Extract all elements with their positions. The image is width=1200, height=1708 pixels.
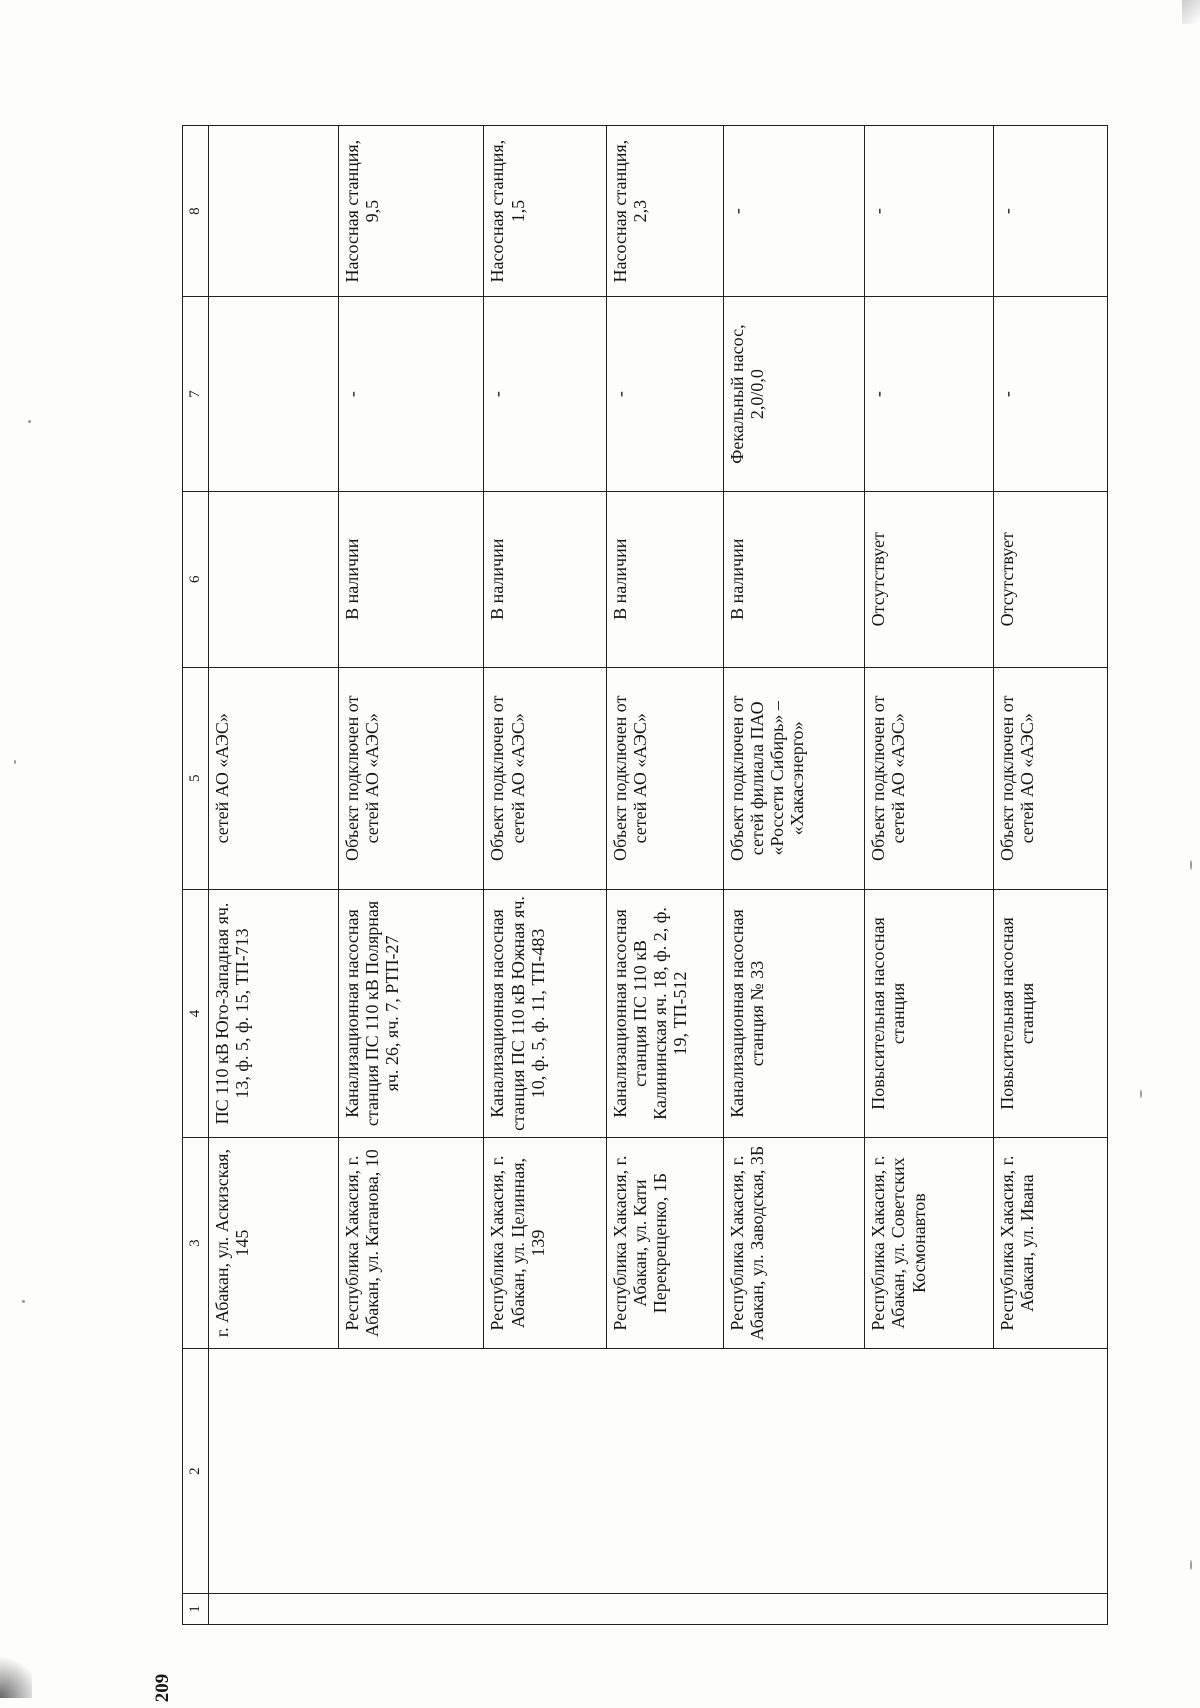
cell-object: Повысительная насосная станция xyxy=(993,889,1107,1137)
cell-connection: сетей АО «АЭС» xyxy=(209,667,339,889)
cell-station: - xyxy=(865,126,994,297)
col-header-7: 7 xyxy=(183,297,209,492)
col-header-8: 8 xyxy=(183,126,209,297)
scan-speck xyxy=(1190,1560,1192,1570)
col-header-1: 1 xyxy=(183,1593,209,1624)
table-row xyxy=(209,126,339,1625)
cell-availability: Отсутствует xyxy=(865,491,994,667)
cell-address: Республика Хакасия, г. Абакан, ул. Ивана xyxy=(993,1137,1107,1348)
cell-station: Насосная станция, 1,5 xyxy=(484,126,606,297)
cell-connection: Объект подключен от сетей филиала ПАО «Россети Сибирь» – «Хакасэнерго» xyxy=(723,667,864,889)
cell-connection: Объект подключен от сетей АО «АЭС» xyxy=(606,667,723,889)
page-number-container xyxy=(58,838,173,1703)
cell-object: Канализационная насосная станция ПС 110 кВ Южная яч. 10, ф. 5, ф. 11, ТП-483 xyxy=(484,889,606,1137)
cell-connection: Объект подключен от сетей АО «АЭС» xyxy=(484,667,606,889)
cell-object: Канализационная насосная станция № 33 xyxy=(723,889,864,1137)
cell-object: Повысительная насосная станция xyxy=(865,889,994,1137)
scan-speck xyxy=(28,420,31,423)
cell-equipment: - xyxy=(606,297,723,492)
cell-station: Насосная станция, 9,5 xyxy=(338,126,483,297)
scan-speck xyxy=(1140,1090,1142,1098)
cell-address: г. Абакан, ул. Аскизская, 145 xyxy=(209,1137,339,1348)
scan-artifact-corner xyxy=(1182,0,1200,24)
cell-availability: В наличии xyxy=(484,491,606,667)
cell-address: Республика Хакасия, г. Абакан, ул. Целинная, 139 xyxy=(484,1137,606,1348)
col-header-2: 2 xyxy=(183,1349,209,1594)
col-header-6: 6 xyxy=(183,491,209,667)
cell-equipment: Фекальный насос, 2,0/0,0 xyxy=(723,297,864,492)
page-number: 209 xyxy=(152,1673,173,1703)
col-header-3: 3 xyxy=(183,1137,209,1348)
table-container xyxy=(182,125,1108,1625)
cell-connection: Объект подключен от сетей АО «АЭС» xyxy=(865,667,994,889)
cell-equipment: - xyxy=(865,297,994,492)
scan-speck xyxy=(22,1300,25,1303)
cell-address: Республика Хакасия, г. Абакан, ул. Катанова, 10 xyxy=(338,1137,483,1348)
cell-connection: Объект подключен от сетей АО «АЭС» xyxy=(338,667,483,889)
cell-station: Насосная станция, 2,3 xyxy=(606,126,723,297)
cell-availability: Отсутствует xyxy=(993,491,1107,667)
cell-availability: В наличии xyxy=(338,491,483,667)
cell-col1 xyxy=(209,1593,1108,1624)
cell-address: Республика Хакасия, г. Абакан, ул. Советских Космонавтов xyxy=(865,1137,994,1348)
cell-col2 xyxy=(209,1349,1108,1594)
cell-equipment: - xyxy=(993,297,1107,492)
data-table xyxy=(182,125,1108,1625)
col-header-5: 5 xyxy=(183,667,209,889)
scan-speck xyxy=(1190,860,1192,870)
cell-connection: Объект подключен от сетей АО «АЭС» xyxy=(993,667,1107,889)
header-row xyxy=(183,126,209,1625)
cell-equipment: - xyxy=(338,297,483,492)
cell-address: Республика Хакасия, г. Абакан, ул. Заводская, 3Б xyxy=(723,1137,864,1348)
cell-address: Республика Хакасия, г. Абакан, ул. Кати Перекрещенко, 1Б xyxy=(606,1137,723,1348)
scan-speck xyxy=(14,760,16,764)
cell-equipment: - xyxy=(484,297,606,492)
cell-object: Канализационная насосная станция ПС 110 кВ Полярная яч. 26, яч. 7, РТП-27 xyxy=(338,889,483,1137)
cell-availability xyxy=(209,491,339,667)
cell-availability: В наличии xyxy=(723,491,864,667)
cell-station: - xyxy=(993,126,1107,297)
cell-object: ПС 110 кВ Юго-Западная яч. 13, ф. 5, ф. 15, ТП-713 xyxy=(209,889,339,1137)
cell-object: Канализационная насосная станция ПС 110 кВ Калининская яч. 18, ф. 2, ф. 19, ТП-512 xyxy=(606,889,723,1137)
cell-equipment xyxy=(209,297,339,492)
col-header-4: 4 xyxy=(183,889,209,1137)
cell-availability: В наличии xyxy=(606,491,723,667)
cell-station xyxy=(209,126,339,297)
scan-artifact-bottom-left xyxy=(0,1648,32,1698)
cell-station: - xyxy=(723,126,864,297)
